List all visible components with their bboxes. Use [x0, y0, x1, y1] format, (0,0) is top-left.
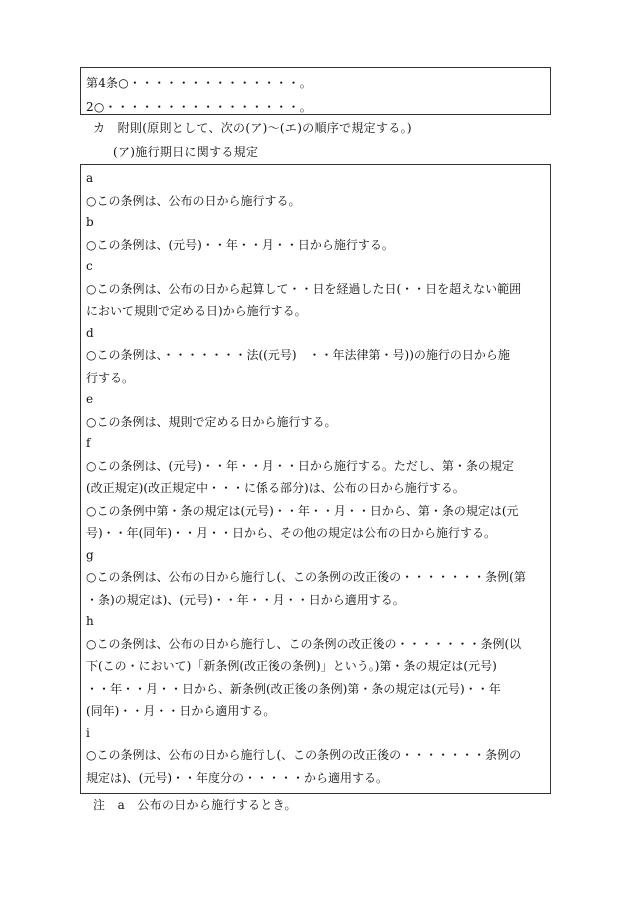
entry-line: 下(この・において)「新条例(改正後の条例)」という。)第・条の規定は(元号) — [86, 659, 497, 673]
entry-letter: d — [86, 325, 94, 340]
example-entry-i — [86, 723, 546, 790]
example-entry-c — [86, 256, 546, 323]
article4-box — [80, 67, 551, 115]
entry-line: ○この条例は、・・・・・・・法((元号) ・・年法律第・号))の施行の日から施 — [86, 348, 510, 362]
example-entry-b — [86, 212, 546, 256]
supplementary-provisions-heading: カ 附則(原則として、次の(ア)～(エ)の順序で規定する。) — [93, 121, 412, 135]
entry-letter: h — [86, 614, 94, 628]
entry-letter: f — [86, 436, 91, 450]
article4-line-1: 第4条○・・・・・・・・・・・・・・。 — [86, 76, 312, 90]
entry-line: ○この条例は、公布の日から施行し(、この条例の改正後の・・・・・・・条例の — [86, 748, 522, 762]
example-entry-e — [86, 389, 546, 433]
entry-line: (同年)・・月・・日から適用する。 — [86, 704, 276, 718]
entry-line: ○この条例は、(元号)・・年・・月・・日から施行する。ただし、第・条の規定 — [86, 458, 514, 473]
footnote: 注 a 公布の日から施行するとき。 — [93, 798, 297, 812]
article4-line-2: 2○・・・・・・・・・・・・・・・・。 — [86, 100, 312, 114]
entry-letter: b — [86, 215, 94, 229]
entry-line: (改正規定)(改正規定中・・・に係る部分)は、公布の日から施行する。 — [86, 481, 465, 495]
entry-line: ・・年・・月・・日から、新条例(改正後の条例)第・条の規定は(元号)・・年 — [86, 681, 501, 696]
example-entry-f — [86, 433, 546, 545]
effective-date-examples-box — [80, 164, 551, 794]
entry-line: ○この条例は、公布の日から起算して・・日を経過した日(・・日を超えない範囲 — [86, 281, 522, 296]
example-entry-h — [86, 611, 546, 723]
entry-line: において規則で定める日)から施行する。 — [86, 304, 307, 318]
entry-line: 規定は)、(元号)・・年度分の・・・・・から適用する。 — [86, 770, 389, 785]
entry-letter: e — [86, 392, 94, 406]
entry-line: ○この条例は、規則で定める日から施行する。 — [86, 414, 337, 429]
entry-line: ○この条例は、公布の日から施行し、この条例の改正後の・・・・・・・条例(以 — [86, 636, 522, 651]
entry-letter: i — [86, 725, 90, 740]
entry-line: ○この条例は、公布の日から施行する。 — [86, 193, 301, 208]
entry-letter: c — [86, 259, 93, 273]
entry-letter: a — [86, 171, 94, 185]
entry-letter: g — [86, 547, 94, 562]
example-entry-d — [86, 323, 546, 390]
example-entry-g — [86, 545, 546, 612]
effective-date-heading: (ア)施行期日に関する規定 — [113, 145, 259, 159]
example-entry-a — [86, 168, 546, 212]
entry-line: ・条)の規定は)、(元号)・・年・・月・・日から適用する。 — [86, 592, 405, 607]
entry-line: ○この条例は、(元号)・・年・・月・・日から施行する。 — [86, 237, 394, 252]
entry-line: 号)・・年(同年)・・月・・日から、その他の規定は公布の日から施行する。 — [86, 526, 497, 540]
entry-line: ○この条例中第・条の規定は(元号)・・年・・月・・日から、第・条の規定は(元 — [86, 503, 519, 518]
entry-line: 行する。 — [86, 370, 135, 385]
entry-line: ○この条例は、公布の日から施行し(、この条例の改正後の・・・・・・・条例(第 — [86, 570, 526, 584]
